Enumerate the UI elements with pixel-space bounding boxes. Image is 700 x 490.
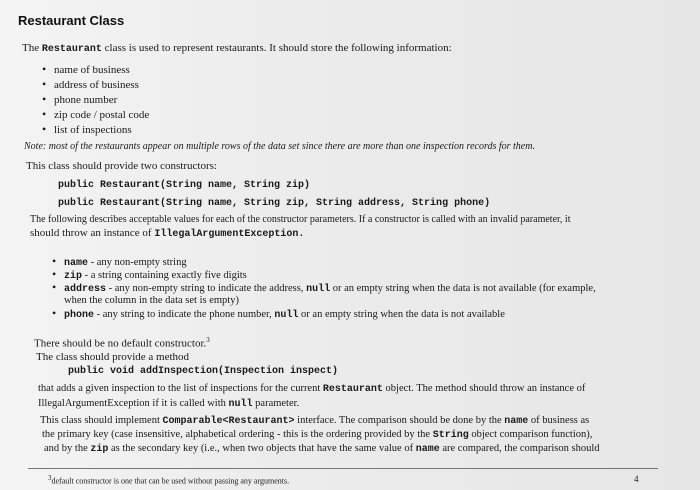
compare-text-line-3: and by the zip as the secondary key (i.e., when two objects that have the same value of name are compared, the comparison should bbox=[44, 443, 600, 455]
param-name: • name - any non-empty string bbox=[52, 255, 596, 268]
no-default-constructor-text: There should be no default constructor.$^3$ bbox=[34, 336, 210, 350]
param-address: • address - any non-empty string to indicate the address, null or an empty string when the data is not available (for example, bbox=[52, 281, 596, 294]
footnote-divider bbox=[28, 468, 658, 469]
constructor-signature-1: public Restaurant(String name, String zip) bbox=[58, 180, 311, 191]
method-text-line-1: that adds a given inspection to the list of inspections for the current Restaurant object. The method should throw an instance of bbox=[38, 383, 586, 395]
page-number: 4 bbox=[634, 474, 639, 484]
method-intro: The class should provide a method bbox=[36, 351, 190, 363]
compare-text-line-2: the primary key (case insensitive, alphabetical ordering - this is the ordering provided by the String object comparison function), bbox=[42, 429, 593, 441]
params-list bbox=[52, 255, 596, 320]
params-text-line-2: should throw an instance of IllegalArgumentException. bbox=[30, 227, 305, 240]
footnote-text: $^3$default constructor is one that can be used without passing any arguments. bbox=[48, 474, 290, 486]
param-phone: • phone - any string to indicate the phone number, null or an empty string when the data is not available bbox=[52, 307, 596, 320]
constructor-signature-2: public Restaurant(String name, String zip, String address, String phone) bbox=[58, 198, 491, 209]
param-address-continued: when the column in the data set is empty) bbox=[64, 295, 239, 306]
note-text: Note: most of the restaurants appear on multiple rows of the data set since there are more than one inspection records for them. bbox=[24, 141, 535, 152]
compare-text-line-1: This class should implement Comparable<Restaurant> interface. The comparison should be done by the name of business as bbox=[40, 415, 590, 427]
method-text-line-2: IllegalArgumentException if it is called with null parameter. bbox=[38, 398, 300, 410]
list-item: • zip code / postal code bbox=[42, 108, 149, 123]
info-list bbox=[42, 63, 149, 138]
intro-paragraph: The Restaurant class is used to represent restaurants. It should store the following information: bbox=[22, 42, 452, 55]
list-item: • list of inspections bbox=[42, 123, 149, 138]
list-item: • phone number bbox=[42, 93, 149, 108]
section-title: Restaurant Class bbox=[18, 13, 125, 28]
param-zip: • zip - a string containing exactly five digits bbox=[52, 268, 596, 281]
method-signature: public void addInspection(Inspection inspect) bbox=[68, 366, 339, 377]
list-item: • address of business bbox=[42, 78, 149, 93]
constructors-intro: This class should provide two constructors: bbox=[26, 160, 217, 172]
params-text-line-1: The following describes acceptable values for each of the constructor parameters. If a constructor is called with an invalid parameter, it bbox=[30, 214, 571, 225]
list-item: • name of business bbox=[42, 63, 149, 78]
